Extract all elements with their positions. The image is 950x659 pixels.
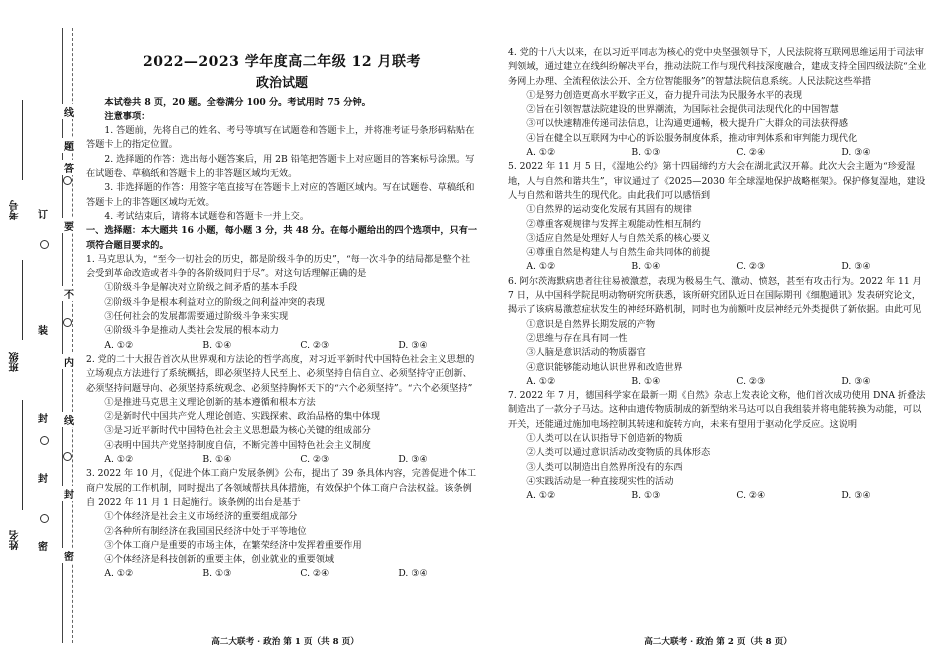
- binding-char: 密: [38, 542, 48, 553]
- question-item: ①个体经济是社会主义市场经济的重要组成部分: [104, 511, 298, 523]
- question-item: ④尊重自然是构建人与自然生命共同体的前提: [526, 247, 711, 259]
- binding-circle: [40, 240, 49, 249]
- question-7: [508, 389, 928, 503]
- question-stem: 7. 2022 年 7 月，德国科学家在最新一期《自然》杂志上发表论文称，他们首次成功使用 DNA 折叠法制造出了一款分子马达。这种由遗传物质制成的新型纳米马达可以自我组装并将电能转换为动能，可以开关，还能通过施加电场控制其转速和旋转方向，未来有望用于驱动化学反应。这说明: [508, 390, 926, 430]
- question-item: ②阶级斗争是根本利益对立的阶级之间利益冲突的表现: [104, 296, 325, 308]
- option[interactable]: B. ①④: [202, 339, 232, 351]
- page-1: [86, 0, 484, 659]
- answer-options: [508, 489, 928, 503]
- field-line: [22, 260, 23, 340]
- binding-char: 封: [62, 486, 76, 501]
- option[interactable]: C. ②④: [736, 490, 766, 502]
- binding-circle: [40, 514, 49, 523]
- option[interactable]: C. ②③: [300, 454, 330, 466]
- option[interactable]: D. ③④: [841, 490, 871, 502]
- option[interactable]: D. ③④: [841, 261, 871, 273]
- question-stem: 3. 2022 年 10 月，《促进个体工商户发展条例》公布，提出了 39 条具体内容，完善促进个体工商户发展的工作机制，同时提出了各领域帮扶具体措施，有效保护个体工商户合法权益。该条例自 2022 年 11 月 1 日起施行。该条例的出台是基于: [86, 468, 477, 508]
- question-item: ②是新时代中国共产党人理论创造、实践探索、政治品格的集中体现: [104, 411, 381, 423]
- binding-char: 密: [62, 548, 76, 563]
- binding-char: 题: [62, 138, 76, 153]
- question-item: ①阶级斗争是解决对立阶级之间矛盾的基本手段: [104, 282, 298, 294]
- option[interactable]: C. ②④: [300, 568, 330, 580]
- question-5: [508, 160, 928, 274]
- binding-circle: [63, 452, 72, 461]
- question-item: ③适应自然是处理好人与自然关系的核心要义: [526, 232, 711, 244]
- question-item: ③个体工商户是重要的市场主体，在繁荣经济中发挥着重要作用: [104, 539, 362, 551]
- question-item: ④意识能够能动地认识世界和改造世界: [526, 361, 683, 373]
- option[interactable]: B. ①③: [631, 490, 661, 502]
- question-item: ②人类可以通过意识活动改变物质的具体形态: [526, 447, 711, 459]
- notice-heading: 注意事项：: [104, 110, 151, 122]
- answer-options: [508, 146, 928, 160]
- binding-char: 线: [62, 412, 76, 427]
- binding-char: 要: [62, 218, 76, 233]
- question-item: ①是推进马克思主义理论创新的基本遵循和根本方法: [104, 396, 316, 408]
- option[interactable]: C. ②③: [300, 339, 330, 351]
- binding-strip: [0, 0, 85, 659]
- field-line: [22, 400, 23, 510]
- question-item: ①意识是自然界长期发展的产物: [526, 318, 656, 330]
- option[interactable]: A. ①②: [104, 568, 134, 580]
- option[interactable]: B. ①③: [202, 568, 232, 580]
- notice-item: 1. 答题前，先将自己的姓名、考号等填写在试题卷和答题卡上，并将准考证号条形码粘贴在答题卡上的指定位置。: [86, 125, 475, 151]
- question-4: [508, 46, 928, 160]
- field-exam-number: 考号: [10, 200, 21, 220]
- field-line: [22, 100, 23, 180]
- question-item: ②尊重客观规律与发挥主观能动性相互制约: [526, 218, 701, 230]
- binding-char: 线: [62, 104, 76, 119]
- option[interactable]: A. ①②: [526, 490, 556, 502]
- question-item: ①是努力创造更高水平数字正义，奋力提升司法为民服务水平的表现: [526, 89, 803, 101]
- question-stem: 2. 党的二十大报告首次从世界观和方法论的哲学高度，对习近平新时代中国特色社会主义思想的立场观点方法进行了系统概括，即必须坚持人民至上、必须坚持自信自立、必须坚持守正创新、必须坚持问题导向、必须坚持系统观念、必须坚持胸怀天下的“六个必须坚持”。“六个必须坚持”: [86, 353, 475, 394]
- binding-circle: [40, 436, 49, 445]
- option[interactable]: B. ①④: [631, 261, 661, 273]
- binding-char: 答: [62, 160, 76, 175]
- answer-options: [86, 339, 478, 353]
- answer-options: [86, 567, 478, 581]
- question-item: ③人类可以制造出自然界所没有的东西: [526, 461, 683, 473]
- question-2: [86, 353, 478, 467]
- question-item: ④个体经济是科技创新的重要主体，创业就业的重要领域: [104, 554, 335, 566]
- option[interactable]: B. ①④: [202, 454, 232, 466]
- option[interactable]: D. ③④: [398, 339, 428, 351]
- option[interactable]: C. ②④: [736, 147, 766, 159]
- question-stem: 4. 党的十八大以来，在以习近平同志为核心的党中央坚强领导下，人民法院将互联网思维运用于司法审判领域，通过建立在线纠纷解决平台，推动法院工作与现代科技深度融合，建成支持全国四级法院“全业务网上办理、全流程依法公开、全方位智能服务”的智慧法院信息系统。人民法院这些举措: [508, 47, 927, 87]
- question-item: ②思维与存在具有同一性: [526, 332, 628, 344]
- binding-char: 内: [62, 354, 76, 369]
- option[interactable]: A. ①②: [526, 375, 556, 387]
- question-stem: 6. 阿尔茨海默病患者往往易被激惹，表现为极易生气、激动、愤怒，甚至有攻击行为。2022 年 11 月 7 日，从中国科学院昆明动物研究所获悉，该所研究团队近日在国际期刊《细胞通讯》发表研究论文，揭示了该病易激惹症状发生的神经环路机制，同时也为前额叶皮层神经元外类提供了新依据。由此可见: [508, 275, 922, 316]
- page-footer: 高二大联考 · 政治 第 1 页（共 8 页）: [211, 636, 359, 647]
- option[interactable]: C. ②③: [736, 261, 766, 273]
- binding-char: 封: [38, 474, 48, 485]
- question-item: ③任何社会的发展都需要通过阶级斗争来实现: [104, 311, 289, 323]
- notice-item: 3. 非选择题的作答：用签字笔直接写在答题卡上对应的答题区域内。写在试题卷、草稿纸和答题卡上的非答题区域均无效。: [86, 182, 475, 208]
- answer-options: [86, 453, 478, 467]
- question-item: ④旨在健全以互联网为中心的诉讼服务制度体系，推动审判体系和审判能力现代化: [526, 132, 858, 144]
- field-class: 班级: [10, 352, 21, 372]
- exam-title: 2022—2023 学年度高二年级 12 月联考: [142, 54, 422, 70]
- binding-circle: [63, 176, 72, 185]
- option[interactable]: A. ①②: [104, 454, 134, 466]
- question-item: ③人脑是意识活动的物质器官: [526, 347, 646, 359]
- option[interactable]: D. ③④: [841, 375, 871, 387]
- question-item: ③可以快速精准传递司法信息，让沟通更通畅，极大提升广大群众的司法获得感: [526, 118, 848, 130]
- question-item: ②旨在引领智慧法院建设的世界潮流，为国际社会提供司法现代化的中国智慧: [526, 104, 839, 116]
- exam-info: 本试卷共 8 页，20 题。全卷满分 100 分。考试用时 75 分钟。: [104, 96, 371, 108]
- field-name: 姓名: [10, 530, 21, 550]
- answer-options: [508, 375, 928, 389]
- binding-char: 封: [38, 414, 48, 425]
- question-item: ①人类可以在认识指导下创造新的物质: [526, 433, 683, 445]
- section-heading: 一、选择题：本大题共 16 小题，每小题 3 分，共 48 分。在每小题给出的四个选项中，只有一项符合题目要求的。: [86, 225, 478, 251]
- option[interactable]: D. ③④: [398, 568, 428, 580]
- question-6: [508, 275, 928, 389]
- notice-item: 4. 考试结束后，请将本试题卷和答题卡一并上交。: [104, 210, 310, 222]
- answer-options: [508, 260, 928, 274]
- question-item: ④实践活动是一种直接现实性的活动: [526, 475, 674, 487]
- question-item: ②各种所有制经济在我国国民经济中处于平等地位: [104, 525, 307, 537]
- binding-char: 不: [62, 286, 76, 301]
- binding-char: 装: [38, 326, 48, 337]
- question-item: ④表明中国共产党坚持制度自信，不断完善中国特色社会主义制度: [104, 439, 371, 451]
- question-3: [86, 467, 478, 581]
- question-item: ③是习近平新时代中国特色社会主义思想最为核心关键的组成部分: [104, 425, 371, 437]
- question-1: [86, 253, 478, 353]
- option[interactable]: B. ①④: [631, 375, 661, 387]
- binding-char: 订: [38, 210, 48, 221]
- question-stem: 5. 2022 年 11 月 5 日，《湿地公约》第十四届缔约方大会在湖北武汉开幕。此次大会主题为“珍爱湿地，人与自然和谐共生”，审议通过了《2025—2030 年全球湿地保护战略框架》。保护修复湿地，建设人与自然和谐共生的现代化。由此我们可以感悟到: [508, 161, 926, 201]
- option[interactable]: D. ③④: [841, 147, 871, 159]
- notice-item: 2. 选择题的作答：选出每小题答案后，用 2B 铅笔把答题卡上对应题目的答案标号涂黑。写在试题卷、草稿纸和答题卡上的非答题区域均无效。: [86, 153, 475, 180]
- option[interactable]: A. ①②: [104, 339, 134, 351]
- option[interactable]: A. ①②: [526, 147, 556, 159]
- question-item: ④阶级斗争是推动人类社会发展的根本动力: [104, 325, 279, 337]
- question-item: ①自然界的运动变化发展有其固有的规律: [526, 204, 692, 216]
- binding-circle: [63, 318, 72, 327]
- option[interactable]: D. ③④: [398, 454, 428, 466]
- option[interactable]: C. ②③: [736, 375, 766, 387]
- option[interactable]: B. ①③: [631, 147, 661, 159]
- option[interactable]: A. ①②: [526, 261, 556, 273]
- question-stem: 1. 马克思认为，“至今一切社会的历史，都是阶级斗争的历史”，“每一次斗争的结局都是整个社会受到革命改造或者斗争的各阶级同归于尽”。对这句话理解正确的是: [86, 253, 471, 280]
- page-footer: 高二大联考 · 政治 第 2 页（共 8 页）: [644, 636, 792, 647]
- exam-subject: 政治试题: [255, 76, 308, 92]
- page-2: [508, 0, 928, 659]
